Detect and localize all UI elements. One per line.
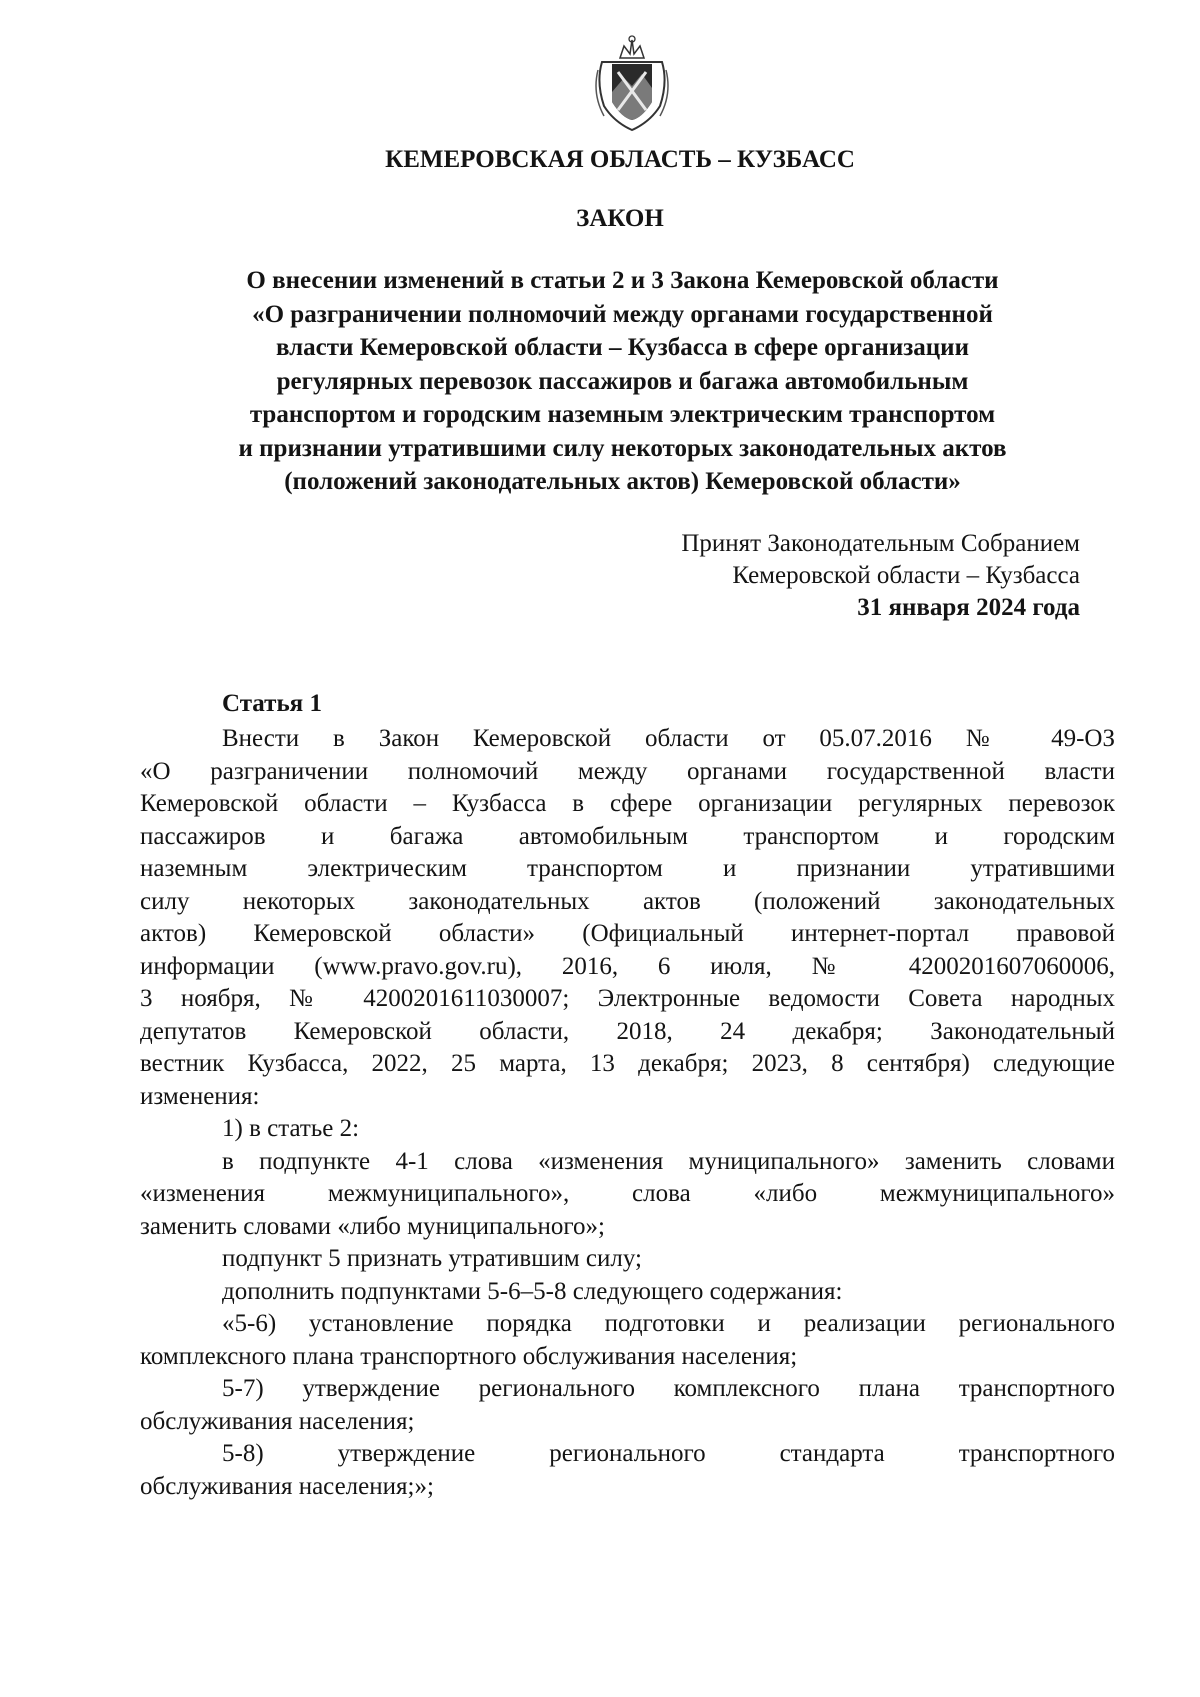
law-title <box>150 264 1095 499</box>
adoption-line: Принят Законодательным Собранием <box>681 530 1080 557</box>
law-title-line: транспортом и городским наземным электрическим транспортом <box>249 401 996 428</box>
text-line: Внести в Закон Кемеровской области от 05.07.2016 № 49-ОЗ <box>222 725 1115 752</box>
article-title: Статья 1 <box>222 690 322 717</box>
text-line: комплексного плана транспортного обслуживания населения; <box>140 1342 798 1370</box>
text-line: в подпункте 4-1 слова «изменения муниципального» заменить словами <box>222 1147 1115 1175</box>
text-line: вестник Кузбасса, 2022, 25 марта, 13 декабря; 2023, 8 сентября) следующие <box>140 1050 1115 1077</box>
text-line: дополнить подпунктами 5-6–5-8 следующего содержания: <box>222 1277 843 1305</box>
text-line: подпункт 5 признать утратившим силу; <box>222 1245 642 1272</box>
region-name: КЕМЕРОВСКАЯ ОБЛАСТЬ – КУЗБАСС <box>385 146 855 173</box>
text-line: депутатов Кемеровской области, 2018, 24 декабря; Законодательный <box>140 1017 1115 1045</box>
text-line: 5-7) утверждение регионального комплексного плана транспортного <box>222 1375 1115 1402</box>
adoption-block <box>480 528 1080 624</box>
text-line: «изменения межмуниципального», слова «либо межмуниципального» <box>140 1180 1115 1207</box>
text-line: Кемеровской области – Кузбасса в сфере организации регулярных перевозок <box>140 790 1115 817</box>
law-title-line: регулярных перевозок пассажиров и багажа автомобильным <box>276 367 969 395</box>
text-line: обслуживания населения; <box>140 1407 415 1435</box>
document-type: ЗАКОН <box>576 205 664 232</box>
text-line: информации (www.pravo.gov.ru), 2016, 6 июля, № 4200201607060006, <box>140 952 1115 980</box>
list-item: 1) в статье 2: <box>222 1115 360 1142</box>
text-line: силу некоторых законодательных актов (положений законодательных <box>140 887 1115 915</box>
text-line: заменить словами «либо муниципального»; <box>140 1212 606 1240</box>
text-line: 3 ноября, № 4200201611030007; Электронные ведомости Совета народных <box>140 985 1115 1012</box>
text-line: пассажиров и багажа автомобильным транспортом и городским <box>140 822 1115 850</box>
law-title-line: «О разграничении полномочий между органами государственной <box>252 300 993 328</box>
adoption-line: Кемеровской области – Кузбасса <box>732 562 1080 589</box>
law-title-line: (положений законодательных актов) Кемеровской области» <box>284 468 961 495</box>
text-line: изменения: <box>140 1082 260 1110</box>
law-title-line: власти Кемеровской области – Кузбасса в сфере организации <box>275 334 969 361</box>
text-line: «О разграничении полномочий между органами государственной власти <box>140 757 1115 785</box>
text-line: наземным электрическим транспортом и признании утратившими <box>140 855 1115 882</box>
law-title-line: О внесении изменений в статьи 2 и 3 Закона Кемеровской области <box>246 267 999 294</box>
law-title-line: и признании утратившими силу некоторых законодательных актов <box>238 434 1007 462</box>
coat-of-arms-icon <box>590 32 674 134</box>
adoption-date: 31 января 2024 года <box>857 594 1080 621</box>
article-body <box>140 723 1115 1503</box>
text-line: 5-8) утверждение регионального стандарта транспортного <box>222 1440 1115 1467</box>
text-line: обслуживания населения;»; <box>140 1472 434 1500</box>
text-line: «5-6) установление порядка подготовки и реализации регионального <box>222 1310 1115 1337</box>
text-line: актов) Кемеровской области» (Официальный интернет-портал правовой <box>140 920 1115 947</box>
